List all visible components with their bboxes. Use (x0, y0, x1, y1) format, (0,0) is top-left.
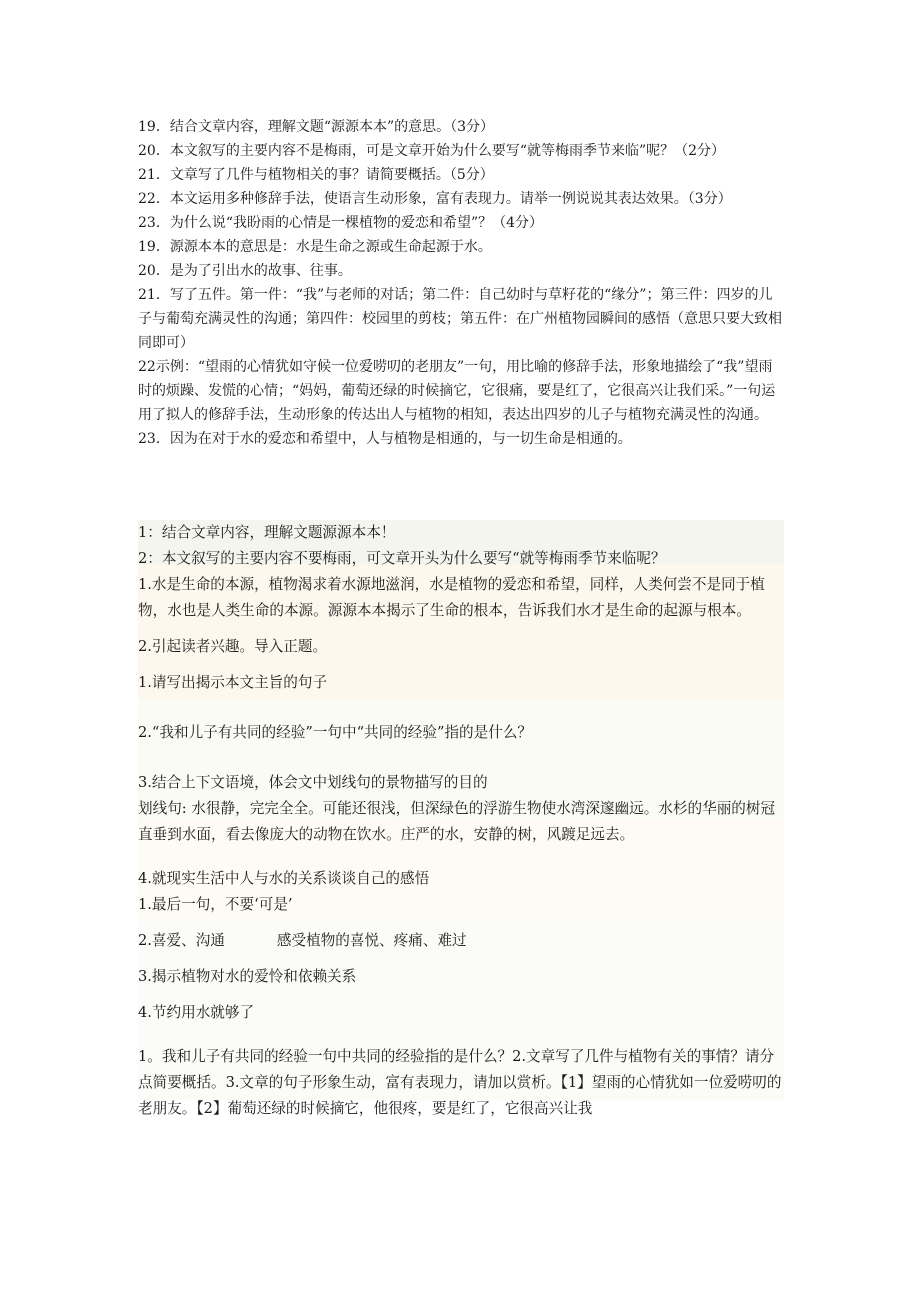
discussion-section (138, 520, 784, 1122)
prompt-4: 4.就现实生活中人与水的关系谈谈自己的感悟 (138, 870, 430, 887)
answer-22: 22示例：“望雨的心情犹如守候一位爱唠叨的老朋友”一句，用比喻的修辞手法，形象地描绘了“我”望雨时的烦躁、发慌的心情；“妈妈，葡萄还绿的时候摘它，它很痛，要是红了，它很高兴让我们采。”一句运用了拟人的修辞手法，生动形象的传达出人与植物的相知，表达出四岁的儿子与植物充满灵性的沟通。 (138, 359, 776, 423)
questions-and-answers-section (138, 115, 784, 451)
response-4: 4.节约用水就够了 (138, 1004, 255, 1021)
prompt-1: 1.请写出揭示本文主旨的句子 (138, 674, 328, 691)
prompt-3: 3.结合上下文语境，体会文中划线句的景物描写的目的 (138, 774, 488, 791)
response-2 (138, 928, 784, 954)
prompt-3-quote: 划线句: 水很静，完完全全。可能还很浅，但深绿色的浮游生物使水湾深邃幽远。水杉的华丽的树冠直垂到水面，看去像庞大的动物在饮水。庄严的水，安静的树，风踱足远去。 (138, 800, 776, 843)
answer-21: 21．写了五件。第一件：“我”与老师的对话；第二件：自己幼时与草籽花的“缘分”；第三件：四岁的儿子与葡萄充满灵性的沟通；第四件：校园里的剪枝；第五件：在广州植物园瞬间的感悟（意思只要大致相同即可） (138, 287, 782, 351)
answer-23: 23．因为在对于水的爱恋和希望中，人与植物是相通的，与一切生命是相通的。 (138, 431, 632, 447)
answer-19: 19．源源本本的意思是：水是生命之源或生命起源于水。 (138, 239, 492, 255)
response-2-part-a: 2.喜爱、沟通 (138, 932, 225, 949)
second-answer-1: 1.水是生命的本源，植物渴求着水源地滋润，水是植物的爱恋和希望，同样，人类何尝不是同于植物，水也是人类生命的本源。源源本本揭示了生命的根本，告诉我们水才是生命的起源与根本。 (138, 576, 765, 619)
response-1: 1.最后一句，不要‘可是’ (138, 896, 293, 913)
question-23: 23．为什么说“我盼雨的心情是一棵植物的爱恋和希望”？（4分） (138, 215, 544, 231)
response-2-part-b: 感受植物的喜悦、疼痛、难过 (276, 932, 467, 949)
question-20: 20．本文叙写的主要内容不是梅雨，可是文章开始为什么要写“就等梅雨季节来临”呢？（2分） (138, 143, 726, 159)
answer-20: 20．是为了引出水的故事、往事。 (138, 263, 352, 279)
response-3: 3.揭示植物对水的爱怜和依赖关系 (138, 968, 357, 985)
second-question-1: 1：结合文章内容，理解文题源源本本！ (138, 524, 396, 541)
final-paragraph: 1。我和儿子有共同的经验一句中共同的经验指的是什么？2.文章写了几件与植物有关的事情？请分点简要概括。3.文章的句子形象生动，富有表现力，请加以赏析。【1】望雨的心情犹如一位爱唠叨的老朋友。【2】葡萄还绿的时候摘它，他很疼，要是红了，它很高兴让我 (138, 1048, 782, 1117)
prompt-2: 2.“我和儿子有共同的经验”一句中“共同的经验”指的是什么？ (138, 724, 533, 741)
question-19: 19．结合文章内容，理解文题“源源本本”的意思。（3分） (138, 119, 495, 135)
second-question-2: 2：本文叙写的主要内容不要梅雨，可文章开头为什么要写“就等梅雨季节来临呢？ (138, 550, 666, 567)
second-answer-2: 2.引起读者兴趣。导入正题。 (138, 638, 328, 655)
question-22: 22．本文运用多种修辞手法，使语言生动形象，富有表现力。请举一例说说其表达效果。（3分） (138, 191, 732, 207)
question-21: 21．文章写了几件与植物相关的事？请简要概括。（5分） (138, 167, 494, 183)
